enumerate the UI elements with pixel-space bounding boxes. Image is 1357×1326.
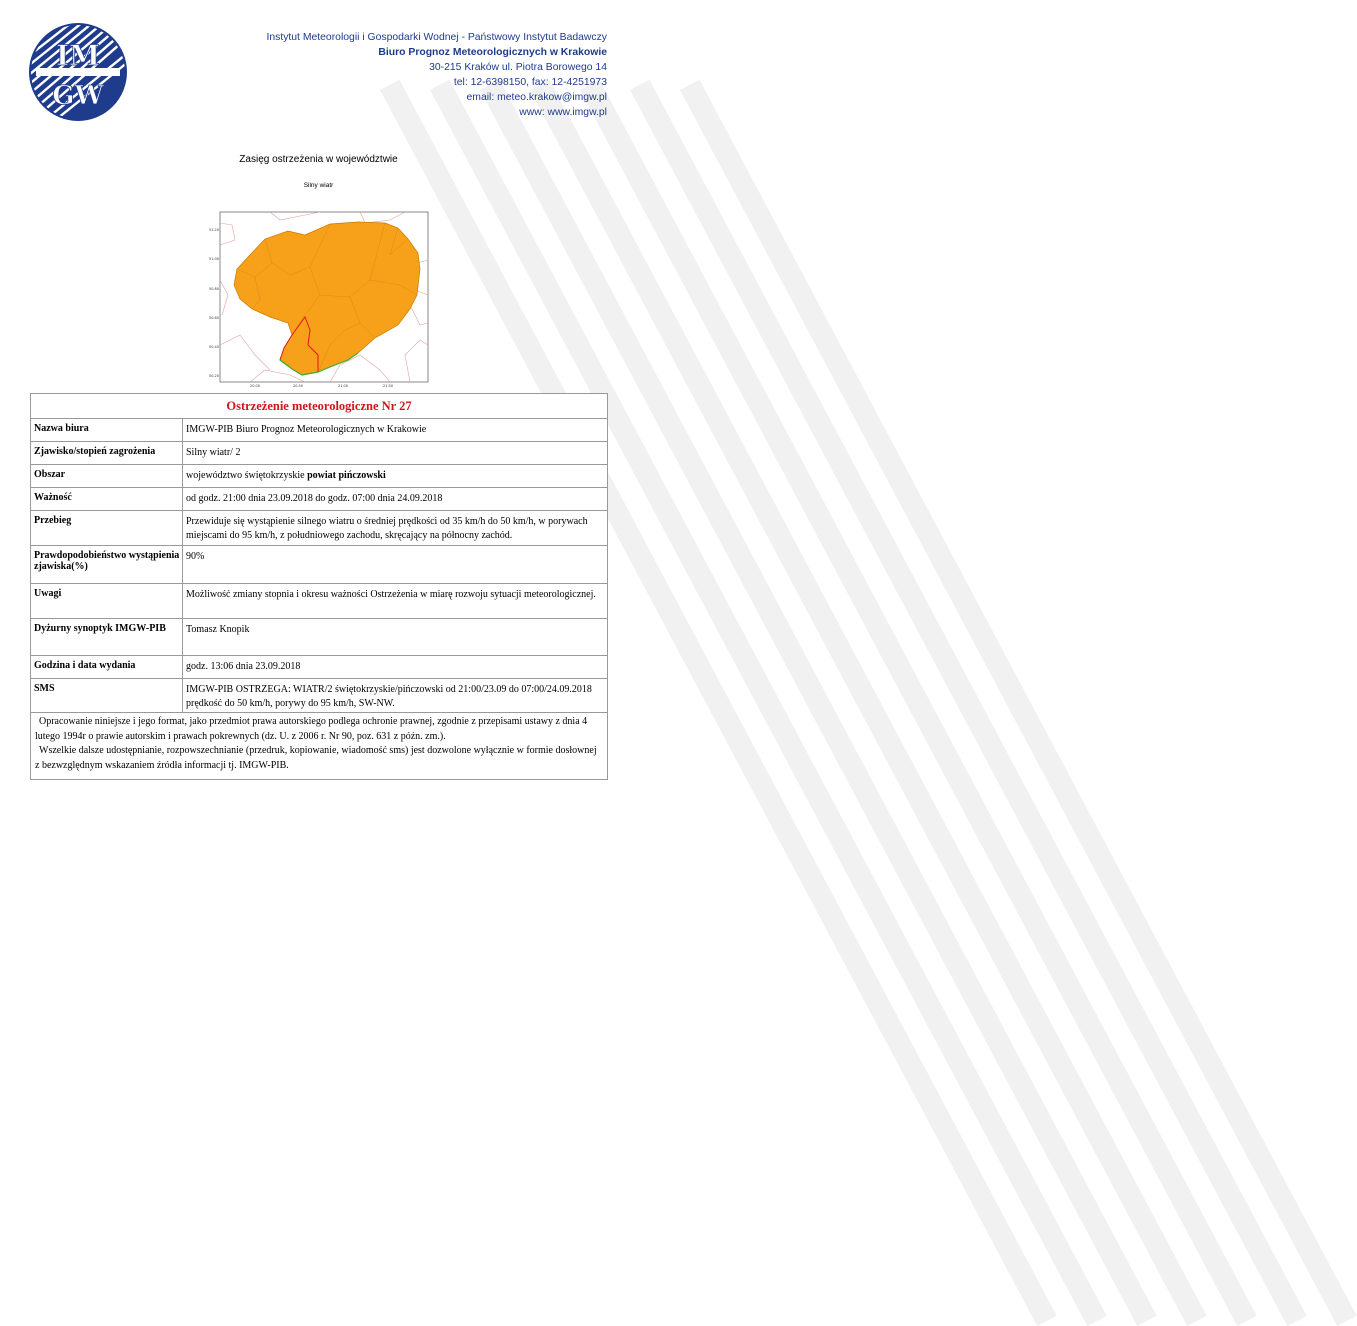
lat-label: 51.20 — [208, 228, 219, 232]
row-label: Godzina i data wydania — [31, 656, 183, 678]
row-label: Prawdopodobieństwo wystąpienia zjawiska(%) — [31, 546, 183, 583]
table-row — [31, 656, 607, 679]
row-value: od godz. 21:00 dnia 23.09.2018 do godz. 07:00 dnia 24.09.2018 — [186, 493, 443, 504]
table-row — [31, 465, 607, 488]
institute-header — [266, 30, 607, 120]
lon-label: 20.00 — [249, 384, 261, 388]
map-subtitle: Silny wiatr — [303, 182, 334, 189]
area-county: powiat pińczowski — [307, 470, 386, 481]
table-row — [31, 488, 607, 511]
institute-name: Instytut Meteorologii i Gospodarki Wodnej - Państwowy Instytut Badawczy — [266, 32, 607, 43]
warning-map — [210, 205, 432, 390]
lat-label: 51.00 — [208, 257, 219, 261]
row-value: IMGW-PIB Biuro Prognoz Meteorologicznych w Krakowie — [186, 424, 427, 435]
row-label: Obszar — [31, 465, 183, 487]
table-row — [31, 419, 607, 442]
area-region: województwo świętokrzyskie — [186, 470, 305, 481]
lon-label: 20.50 — [292, 384, 304, 388]
row-value: godz. 13:06 dnia 23.09.2018 — [186, 661, 301, 672]
row-value: Przewiduje się wystąpienie silnego wiatru o średniej prędkości od 35 km/h do 50 km/h, w porywach miejscami do 95 km/h, z południowego zachodu, skręcający na północny zachód. — [186, 516, 588, 541]
office-name: Biuro Prognoz Meteorologicznych w Krakowie — [378, 47, 607, 58]
table-row — [31, 442, 607, 465]
table-row — [31, 511, 607, 546]
lon-label: 21.00 — [337, 384, 349, 388]
lat-label: 50.40 — [208, 345, 219, 349]
copyright-paragraph: Opracowanie niniejsze i jego format, jako przedmiot prawa autorskiego podlega ochronie prawnej, zgodnie z przepisami ustawy z dnia 4 lutego 1994r o prawie autorskim i prawach pokrewnych (dz. U. z 2006 r. Nr 90, poz. 631 z późn. zm.). — [35, 716, 588, 742]
lat-label: 50.20 — [208, 374, 219, 378]
website[interactable]: www: www.imgw.pl — [519, 107, 607, 118]
warning-title: Ostrzeżenie meteorologiczne Nr 27 — [31, 394, 607, 419]
email[interactable]: email: meteo.krakow@imgw.pl — [466, 92, 607, 103]
lon-label: 21.50 — [382, 384, 394, 388]
row-label: Zjawisko/stopień zagrożenia — [31, 442, 183, 464]
lat-label: 50.60 — [208, 316, 219, 320]
table-row — [31, 584, 607, 619]
row-label: SMS — [31, 679, 183, 712]
logo-letters-top: IM — [55, 39, 101, 72]
row-label: Nazwa biura — [31, 419, 183, 441]
map-heading: Zasięg ostrzeżenia w województwie — [239, 154, 398, 165]
row-label: Dyżurny synoptyk IMGW-PIB — [31, 619, 183, 655]
table-row — [31, 679, 607, 713]
row-value: Tomasz Knopik — [186, 624, 250, 635]
address: 30-215 Kraków ul. Piotra Borowego 14 — [429, 62, 607, 73]
phone-fax: tel: 12-6398150, fax: 12-4251973 — [453, 77, 607, 88]
logo-letters-bottom: GW — [52, 81, 104, 111]
distribution-paragraph: Wszelkie dalsze udostępnianie, rozpowszechnianie (przedruk, kopiowanie, wiadomość sms) jest dozwolone wyłącznie w formie dosłownej z bezwzględnym wskazaniem źródła informacji tj. IMGW-PIB. — [35, 745, 597, 771]
table-row — [31, 546, 607, 584]
table-row — [31, 619, 607, 656]
row-label: Uwagi — [31, 584, 183, 618]
warning-table — [30, 393, 608, 780]
row-value: 90% — [186, 551, 205, 562]
lat-label: 50.80 — [208, 287, 219, 291]
copyright-note — [31, 713, 607, 779]
row-value — [183, 465, 607, 487]
row-label: Przebieg — [31, 511, 183, 545]
row-label: Ważność — [31, 488, 183, 510]
row-value: IMGW-PIB OSTRZEGA: WIATR/2 świętokrzyskie/pińczowski od 21:00/23.09 do 07:00/24.09.2018 prędkość do 50 km/h, porywy do 95 km/h, SW-NW. — [186, 684, 592, 709]
imgw-logo — [28, 22, 128, 122]
row-value: Możliwość zmiany stopnia i okresu ważności Ostrzeżenia w miarę rozwoju sytuacji meteorologicznej. — [186, 589, 596, 600]
row-value: Silny wiatr/ 2 — [186, 447, 241, 458]
